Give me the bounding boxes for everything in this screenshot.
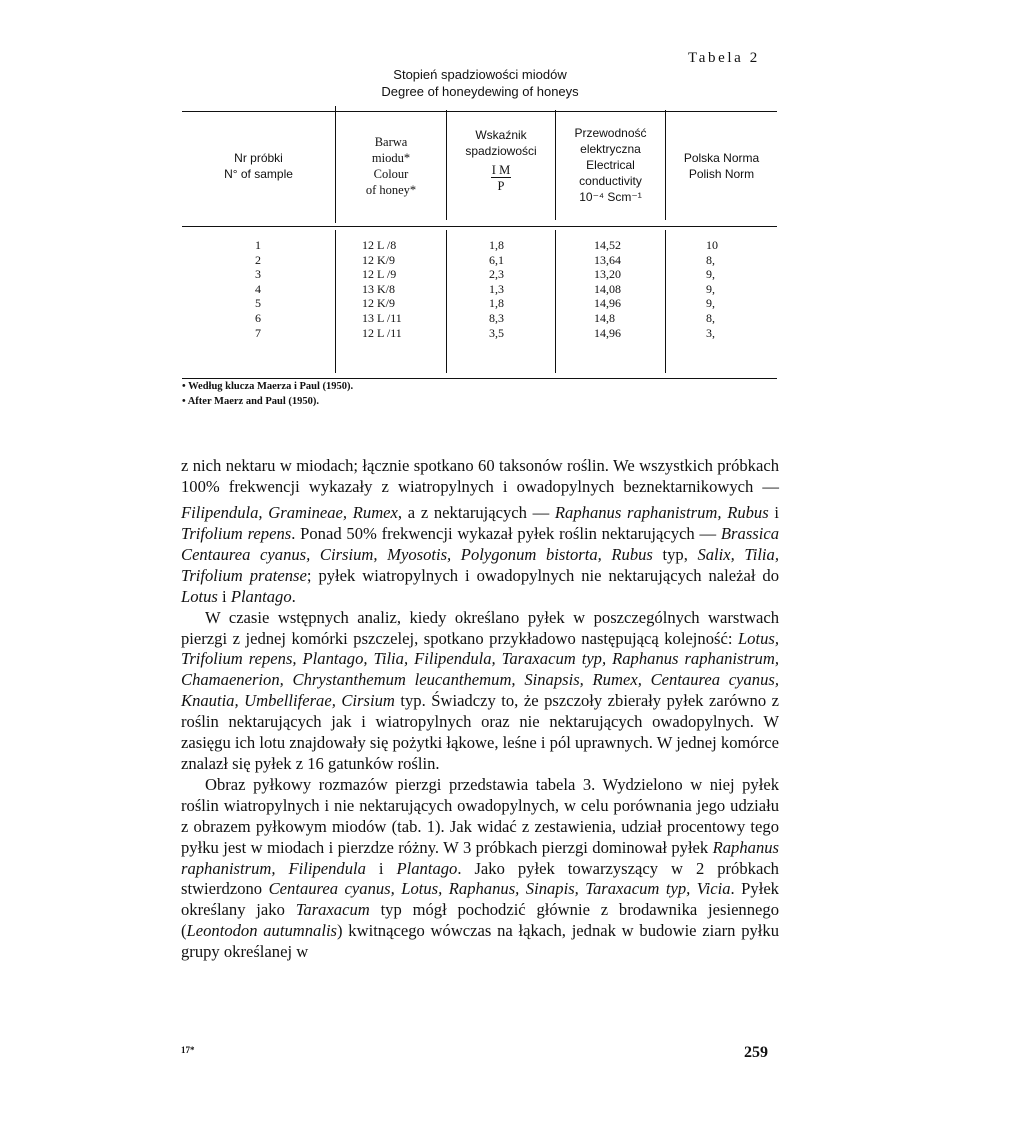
- page-number: 259: [744, 1044, 768, 1061]
- table-cell: 10: [706, 238, 718, 252]
- body-separator-3: [555, 230, 556, 373]
- header-norm-pl: Polska Norma: [683, 151, 760, 165]
- table-cell: 1,3: [489, 281, 504, 296]
- header-index-denominator: P: [497, 179, 505, 193]
- table-cell: 2: [255, 252, 261, 267]
- table-cell: 12 L /11: [362, 325, 402, 340]
- table-cell: 3: [255, 267, 261, 282]
- signature-mark: 17*: [181, 1045, 195, 1055]
- table-title: [350, 66, 610, 100]
- table-cell: 12 K/9: [362, 296, 395, 311]
- header-conductivity-unit: 10⁻⁴ Scm⁻¹: [579, 190, 642, 204]
- table-cell: 14,52: [594, 238, 621, 252]
- paragraph-2: W czasie wstępnych analiz, kiedy określano pyłek w poszczególnych warstwach pierzgi z jednej komórki pszczelej, spotkano przykładowo następującą kolejność: Lotus, Trifolium repens, Plantago, Tilia, Filipendula, Taraxacum typ, Raphanus raphanistrum, Chamaenerion, Chrystanthemum leucanthemum, Sinapsis, Rumex, Centaurea cyanus, Knautia, Umbelliferae, Cirsium typ. Świadczy to, że pszczoły zbierały pyłek zarówno z roślin nektarujących jak i wiatropylnych oraz nie nektarujących owadopylnych. W zasięgu ich lotu znajdowały się pożytki łąkowe, leśne i pól uprawnych. W jednej komórce znalazł się pyłek z 16 gatunków roślin.: [181, 607, 780, 773]
- header-colour-line2: miodu*: [371, 151, 411, 165]
- table-bottom-rule: [182, 378, 777, 379]
- table-cell: 9,: [706, 281, 715, 296]
- table-cell: 6,1: [489, 252, 504, 267]
- header-sample-pl: Nr próbki: [234, 151, 283, 165]
- header-index-numerator: I M: [491, 163, 511, 177]
- paragraph-3: Obraz pyłkowy rozmazów pierzgi przedstawia tabela 3. Wydzielono w niej pyłek roślin wiatropylnych i nie nektarujących owadopylnych, w celu porównania jego udziału z obrazem pyłkowym miodów (tab. 1). Jak widać z zestawienia, udział procentowy tego pyłku jest w miodach i pierzdze różny. W 3 próbkach pierzgi dominował pyłek Raphanus raphanistrum, Filipendula i Plantago. Jako pyłek towarzyszący w 2 próbkach stwierdzono Centaurea cyanus, Lotus, Raphanus, Sinapis, Taraxacum typ, Vicia. Pyłek określany jako Taraxacum typ mógł pochodzić głównie z brodawnika jesiennego (Leontodon autumnalis) kwitnącego wówczas na łąkach, jednak w budowie ziarn pyłku grupy określanej w: [181, 774, 780, 962]
- table-cell: 12 L /8: [362, 238, 397, 252]
- table-cell: 8,: [706, 310, 715, 325]
- column-colour: [362, 238, 442, 340]
- paragraph-1: z nich nektaru w miodach; łącznie spotkano 60 taksonów roślin. We wszystkich próbkach 100% frekwencji wykazały z wiatropylnych i owadopylnych beznektarnikowych — Filipendula, Gramineae, Rumex, a z nektarujących — Raphanus raphanistrum, Rubus i Trifolium repens. Ponad 50% frekwencji wykazał pyłek roślin nektarujących — Brassica Centaurea cyanus, Cirsium, Myosotis, Polygonum bistorta, Rubus typ, Salix, Tilia, Trifolium pratense; pyłek wiatropylnych i owadopylnych nie nektarujących należał do Lotus i Plantago.: [181, 456, 779, 606]
- table-cell: 4: [255, 281, 261, 296]
- table-title-en: Degree of honeydewing of honeys: [381, 84, 579, 99]
- table-footnote-en: • After Maerz and Paul (1950).: [182, 396, 320, 407]
- header-sample: [182, 150, 335, 182]
- table-cell: 8,: [706, 252, 715, 267]
- column-conductivity: [594, 238, 644, 340]
- table-cell: 14,8: [594, 310, 615, 325]
- table-cell: 3,5: [489, 325, 504, 340]
- table-cell: 13,64: [594, 252, 621, 267]
- table-header-rule: [182, 226, 777, 227]
- table-top-rule: [182, 111, 777, 112]
- table-cell: 14,96: [594, 325, 621, 340]
- table-cell: 13,20: [594, 267, 621, 282]
- table-footnote-pl: • Według klucza Maerza i Paul (1950).: [182, 381, 354, 392]
- table-label: Tabela 2: [688, 50, 760, 66]
- table-cell: 1: [255, 238, 261, 252]
- table-cell: 5: [255, 296, 261, 311]
- header-sample-en: N° of sample: [224, 167, 293, 181]
- header-norm-en: Polish Norm: [688, 167, 755, 181]
- table-cell: 8,3: [489, 310, 504, 325]
- table-cell: 7: [255, 325, 261, 340]
- header-index-line2: spadziowości: [465, 144, 537, 158]
- header-conductivity-line3: Electrical: [586, 158, 635, 172]
- header-index-line1: Wskaźnik: [475, 128, 527, 142]
- table-cell: 3,: [706, 325, 715, 340]
- header-colour-line4: of honey*: [365, 183, 417, 197]
- header-colour: [336, 134, 446, 198]
- header-colour-line1: Barwa: [374, 135, 408, 149]
- column-norm: [706, 238, 736, 340]
- header-colour-line3: Colour: [373, 167, 409, 181]
- body-separator-2: [446, 230, 447, 373]
- table-cell: 14,96: [594, 296, 621, 311]
- header-conductivity: [556, 125, 665, 205]
- table-cell: 14,08: [594, 281, 621, 296]
- body-text: [181, 456, 779, 963]
- table-cell: 2,3: [489, 267, 504, 282]
- header-conductivity-line2: elektryczna: [580, 142, 641, 156]
- column-index: [489, 238, 529, 340]
- table-cell: 9,: [706, 296, 715, 311]
- column-sample-numbers: [255, 238, 267, 340]
- table-title-pl: Stopień spadziowości miodów: [393, 67, 567, 82]
- table-cell: 1,8: [489, 238, 504, 252]
- table-cell: 12 L /9: [362, 267, 397, 282]
- body-separator-4: [665, 230, 666, 373]
- header-index: [447, 127, 555, 194]
- header-conductivity-line1: Przewodność: [574, 126, 647, 140]
- table-cell: 9,: [706, 267, 715, 282]
- table-cell: 12 K/9: [362, 252, 395, 267]
- header-norm: [666, 150, 777, 182]
- table-cell: 13 K/8: [362, 281, 395, 296]
- table-cell: 6: [255, 310, 261, 325]
- header-conductivity-line4: conductivity: [579, 174, 642, 188]
- table-cell: 13 L /11: [362, 310, 402, 325]
- body-separator-1: [335, 230, 336, 373]
- table-cell: 1,8: [489, 296, 504, 311]
